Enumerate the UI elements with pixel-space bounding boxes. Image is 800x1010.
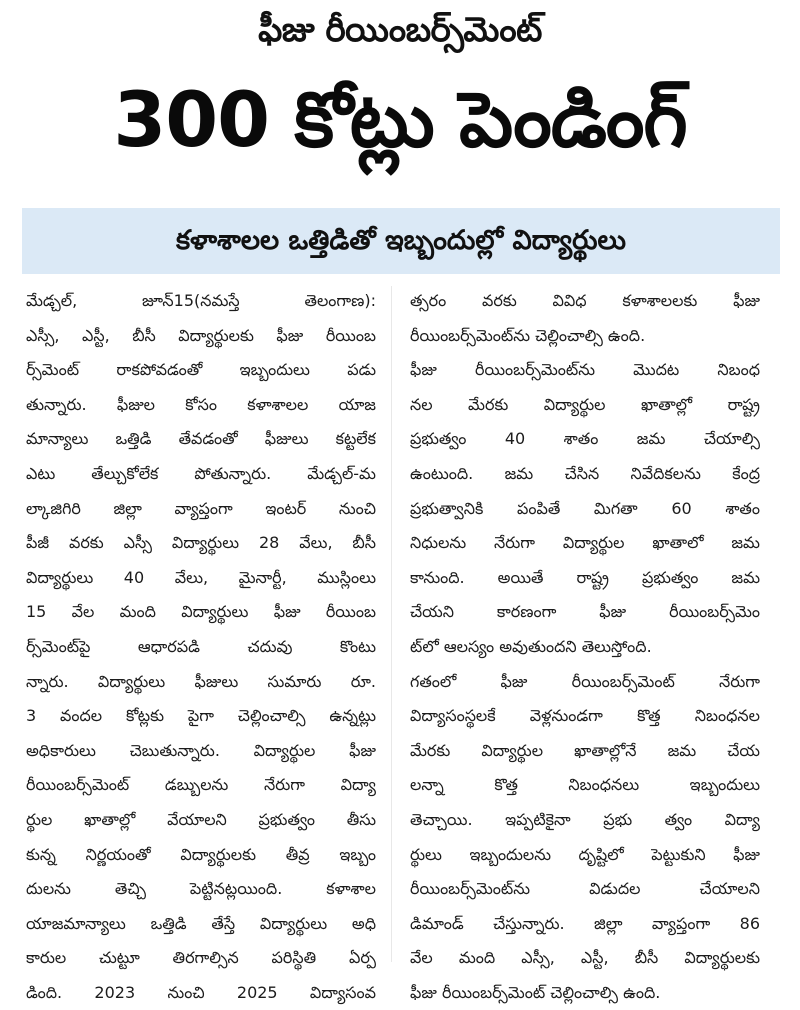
body-line: మేడ్చల్, జూన్15(నమస్తే తెలంగాణ): — [26, 291, 376, 310]
body-line: విద్యార్థులు 40 వేలు, మైనార్టీ, ముస్లింలు — [26, 567, 376, 587]
body-line: నిధులను నేరుగా విద్యార్థుల ఖాతాలో జమ — [410, 533, 760, 553]
body-line: ఫీజు రీయింబర్స్‌మెంట్ చెల్లించాల్సి ఉంది. — [410, 982, 661, 1002]
article-right-column — [410, 284, 760, 1010]
body-line: ర్థుల ఖాతాల్లో వేయాలని ప్రభుత్వం తీసు — [26, 809, 376, 829]
body-line: ట్‌లో ఆలస్యం అవుతుందని తెలుస్తోంది. — [410, 636, 652, 656]
body-line: ఎటు తేల్చుకోలేక పోతున్నారు. మేడ్చల్-మ — [26, 463, 376, 483]
body-line: ర్స్‌మెంట్‌పై ఆధారపడి చదువు కొంటు — [26, 636, 376, 656]
body-line: రీయింబర్స్‌మెంట్‌ను చెల్లించాల్సి ఉంది. — [410, 325, 646, 345]
body-line: కారుల చుట్టూ తిరగాల్సిన పరిస్థితి ఏర్ప — [26, 948, 376, 968]
body-line: మాన్యాలు ఒత్తిడి తేవడంతో ఫీజులు కట్టలేక — [26, 429, 376, 449]
body-line: న్నారు. విద్యార్థులు ఫీజులు సుమారు రూ. — [26, 671, 376, 691]
body-line: ల్కాజిగిరి జిల్లా వ్యాప్తంగా ఇంటర్ నుంచి — [26, 498, 376, 518]
body-line: కున్న నిర్ణయంతో విద్యార్థులకు తీవ్ర ఇబ్బం — [26, 844, 376, 864]
body-line: ప్రభుత్వం 40 శాతం జమ చేయాల్సి — [410, 429, 760, 449]
body-line: కానుంది. అయితే రాష్ట్ర ప్రభుత్వం జమ — [410, 567, 760, 587]
body-line: డిమాండ్ చేస్తున్నారు. జిల్లా వ్యాప్తంగా 86 — [410, 913, 760, 933]
body-line: విద్యాసంస్థలకే వెళ్లనుండగా కొత్త నిబంధనల — [410, 706, 760, 726]
body-line: ఫీజు రీయింబర్స్‌మెంట్‌ను మొదట నిబంధ — [410, 360, 760, 380]
subhead-band — [22, 208, 780, 274]
body-line: వేల మంది ఎస్సీ, ఎస్టీ, బీసీ విద్యార్థులకు — [410, 948, 760, 968]
article-kicker: ఫీజు రీయింబర్స్‌మెంట్ — [258, 10, 542, 50]
column-divider — [391, 286, 392, 962]
body-line: మేరకు విద్యార్థుల ఖాతాల్లోనే జమ చేయ — [410, 740, 760, 760]
body-line: 3 వందల కోట్లకు పైగా చెల్లించాల్సి ఉన్నట్లు — [26, 706, 376, 726]
body-line: ర్స్‌మెంట్ రాకపోవడంతో ఇబ్బందులు పడు — [26, 360, 376, 380]
body-line: ఎస్సీ, ఎస్టీ, బీసీ విద్యార్థులకు ఫీజు రీయింబ — [26, 325, 376, 345]
body-line: తున్నారు. ఫీజుల కోసం కళాశాలల యాజ — [26, 394, 376, 414]
body-line: చేయని కారణంగా ఫీజు రీయింబర్స్‌మెం — [410, 602, 760, 622]
body-line: ప్రభుత్వానికి పంపితే మిగతా 60 శాతం — [410, 498, 760, 518]
article-left-column — [26, 284, 376, 1010]
body-line: గతంలో ఫీజు రీయింబర్స్‌మెంట్ నేరుగా — [410, 671, 760, 691]
article-headline: 300 కోట్లు పెండింగ్ — [113, 75, 687, 164]
body-line: 15 వేల మంది విద్యార్థులు ఫీజు రీయింబ — [26, 602, 376, 622]
body-line: అధికారులు చెబుతున్నారు. విద్యార్థుల ఫీజు — [26, 740, 376, 760]
body-line: తెచ్చాయి. ఇప్పటికైనా ప్రభు త్వం విద్యా — [410, 809, 760, 829]
body-line: ఉంటుంది. జమ చేసిన నివేదికలను కేంద్ర — [410, 463, 760, 483]
body-line: దులను తెచ్చి పెట్టినట్లయింది. కళాశాల — [26, 879, 376, 899]
body-line: త్సరం వరకు వివిధ కళాశాలలకు ఫీజు — [410, 291, 760, 310]
body-line: రీయింబర్స్‌మెంట్‌ను విడుదల చేయాలని — [410, 879, 760, 899]
article-subhead: కళాశాలల ఒత్తిడితో ఇబ్బందుల్లో విద్యార్థులు — [176, 225, 626, 256]
body-line: రీయింబర్స్‌మెంట్ డబ్బులను నేరుగా విద్యా — [26, 775, 376, 795]
body-line: డింది. 2023 నుంచి 2025 విద్యాసంవ — [26, 982, 376, 1002]
body-line: యాజమాన్యాలు ఒత్తిడి తేస్తే విద్యార్థులు అధి — [26, 913, 376, 933]
body-line: లన్నా కొత్త నిబంధనలు ఇబ్బందులు — [410, 775, 760, 795]
body-line: ర్థులు ఇబ్బందులను దృష్టిలో పెట్టుకుని ఫీజు — [410, 844, 760, 864]
body-line: నల మేరకు విద్యార్థుల ఖాతాల్లో రాష్ట్ర — [410, 394, 760, 414]
body-line: పీజీ వరకు ఎస్సీ విద్యార్థులు 28 వేలు, బీసీ — [26, 533, 376, 553]
